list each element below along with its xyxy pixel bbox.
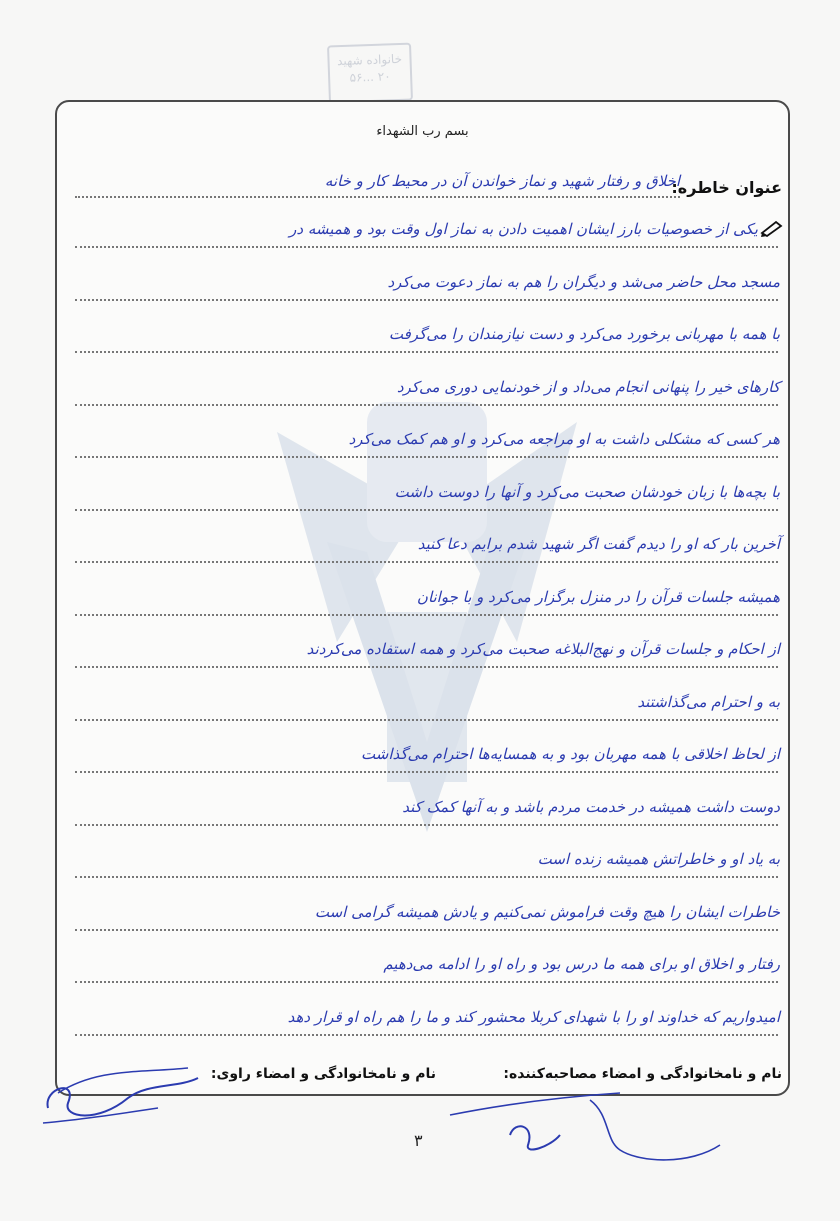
memoir-line-10: به و احترام می‌گذاشتند [637,692,780,711]
memoir-title-label: عنوان خاطره: [671,178,782,197]
memoir-line-14: خاطرات ایشان را هیچ وقت فراموش نمی‌کنیم و یادش همیشه گرامی است [314,902,780,921]
memoir-line-12: دوست داشت همیشه در خدمت مردم باشد و به آنها کمک کند [402,797,780,816]
dotted-rule [75,509,778,511]
pen-icon [760,219,784,237]
dotted-rule [75,614,778,616]
memoir-line-1: یکی از خصوصیات بارز ایشان اهمیت دادن به نماز اول وقت بود و همیشه در [289,220,758,238]
dotted-rule [75,876,778,878]
dotted-rule [75,771,778,773]
dotted-rule [75,456,778,458]
memoir-line-4: کارهای خیر را پنهانی انجام می‌داد و از خودنمایی دوری می‌کرد [396,377,780,396]
memoir-line-5: هر کسی که مشکلی داشت به او مراجعه می‌کرد و او هم کمک می‌کرد [348,430,780,448]
interviewer-signature [440,1085,730,1175]
dotted-rule [75,1034,778,1036]
memoir-line-8: همیشه جلسات قرآن را در منزل برگزار می‌کرد و با جوانان [416,587,780,606]
memoir-title-handwriting: اخلاق و رفتار شهید و نماز خواندن آن در محیط کار و خانه [324,172,680,190]
memoir-line-7: آخرین بار که او را دیدم گفت اگر شهید شدم برایم دعا کنید [417,535,780,553]
title-line [75,196,680,198]
memoir-line-16: امیدواریم که خداوند او را با شهدای کربلا محشور کند و ما را هم راه او قرار دهد [287,1007,780,1026]
dotted-rule [75,404,778,406]
dotted-rule [75,666,778,668]
dotted-rule [75,351,778,353]
dotted-rule [75,246,778,248]
memoir-line-13: به یاد او و خاطراتش همیشه زنده است [537,850,780,868]
memoir-line-11: از لحاظ اخلاقی با همه مهربان بود و به همسایه‌ها احترام می‌گذاشت [361,745,780,763]
stamp-line-1: خانواده شهید [336,51,403,69]
form-heading: بسم رب الشهداء [376,124,469,139]
dotted-rule [75,981,778,983]
archive-stamp [327,43,413,104]
memoir-line-6: با بچه‌ها با زبان خودشان صحبت می‌کرد و آنها را دوست داشت [394,482,780,501]
memoir-line-9: از احکام و جلسات قرآن و نهج‌البلاغه صحبت می‌کرد و همه استفاده می‌کردند [306,640,780,658]
narrator-signature [38,1048,208,1128]
page-number: ۳ [414,1131,423,1150]
dotted-rule [75,299,778,301]
dotted-rule [75,719,778,721]
memoir-form [55,100,790,1096]
stamp-line-2: ۲۰ ...۵۶ [349,69,391,85]
dotted-rule [75,561,778,563]
memoir-line-15: رفتار و اخلاق او برای همه ما درس بود و راه او را ادامه می‌دهیم [383,955,780,973]
memoir-line-3: با همه با مهربانی برخورد می‌کرد و دست نیازمندان را می‌گرفت [388,325,780,343]
narrator-label: نام و نامخانوادگی و امضاء راوی: [210,1066,436,1082]
interviewer-label: نام و نامخانوادگی و امضاء مصاحبه‌کننده: [503,1066,782,1082]
dotted-rule [75,824,778,826]
dotted-rule [75,929,778,931]
memoir-line-2: مسجد محل حاضر می‌شد و دیگران را هم به نماز دعوت می‌کرد [387,272,780,291]
